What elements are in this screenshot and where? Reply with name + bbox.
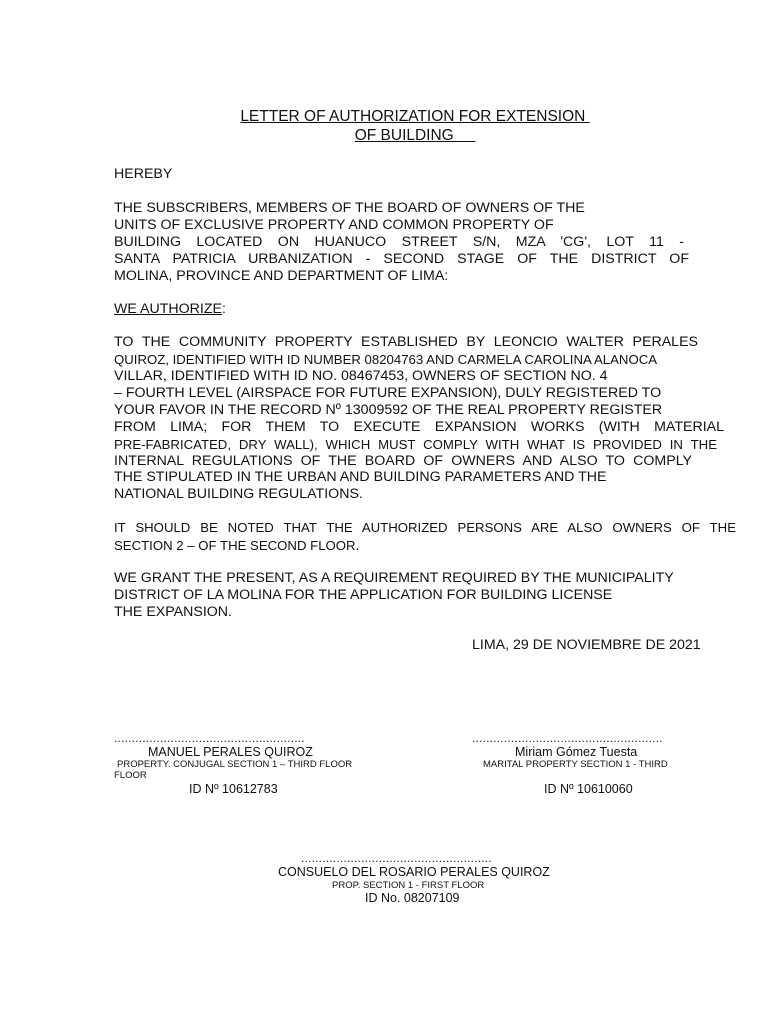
body-line-6: FROM LIMA; FOR THEM TO EXECUTE EXPANSION WORKS (WITH MATERIAL: [114, 419, 724, 435]
we-authorize-colon: :: [222, 301, 226, 317]
body-line-4: – FOURTH LEVEL (AIRSPACE FOR FUTURE EXPANSION), DULY REGISTERED TO: [114, 385, 662, 401]
left-signer-role-cont: FLOOR: [114, 770, 147, 781]
right-signer-id: ID Nº 10610060: [544, 782, 633, 796]
right-signature-line: ......................................................: [472, 731, 663, 745]
left-signer-name: MANUEL PERALES QUIROZ: [148, 745, 313, 759]
intro-line-5: MOLINA, PROVINCE AND DEPARTMENT OF LIMA:: [114, 268, 449, 284]
grant-line-1: WE GRANT THE PRESENT, AS A REQUIREMENT REQUIRED BY THE MUNICIPALITY: [114, 570, 674, 586]
document-title-line-2: [0, 127, 768, 145]
body-line-1: TO THE COMMUNITY PROPERTY ESTABLISHED BY LEONCIO WALTER PERALES: [114, 334, 698, 350]
bottom-signer-name: CONSUELO DEL ROSARIO PERALES QUIROZ: [278, 865, 550, 879]
body-line-9: THE STIPULATED IN THE URBAN AND BUILDING PARAMETERS AND THE: [114, 469, 607, 485]
body-line-8: INTERNAL REGULATIONS OF THE BOARD OF OWNERS AND ALSO TO COMPLY: [114, 453, 692, 469]
bottom-signer-role: PROP. SECTION 1 - FIRST FLOOR: [332, 880, 485, 891]
body-line-3: VILLAR, IDENTIFIED WITH ID NO. 08467453, OWNERS OF SECTION NO. 4: [114, 368, 608, 384]
right-signer-role: MARITAL PROPERTY SECTION 1 - THIRD: [483, 759, 668, 770]
intro-line-4: SANTA PATRICIA URBANIZATION - SECOND STAGE OF THE DISTRICT OF: [114, 251, 689, 267]
intro-line-1: THE SUBSCRIBERS, MEMBERS OF THE BOARD OF OWNERS OF THE: [114, 200, 585, 216]
left-signer-id: ID Nº 10612783: [189, 782, 278, 796]
title-line-1: LETTER OF AUTHORIZATION FOR EXTENSION: [240, 108, 590, 125]
body-line-10: NATIONAL BUILDING REGULATIONS.: [114, 486, 363, 502]
grant-line-3: THE EXPANSION.: [114, 604, 232, 620]
left-signer-role: PROPERTY. CONJUGAL SECTION 1 – THIRD FLOOR: [117, 759, 353, 770]
title-line-2: OF BUILDING: [354, 127, 476, 144]
place-date: LIMA, 29 DE NOVIEMBRE DE 2021: [472, 637, 701, 653]
note-line-2: SECTION 2 – OF THE SECOND FLOOR.: [114, 538, 360, 553]
bottom-signer-id: ID No. 08207109: [365, 891, 460, 905]
body-line-5: YOUR FAVOR IN THE RECORD Nº 13009592 OF THE REAL PROPERTY REGISTER: [114, 402, 663, 418]
body-line-7: PRE-FABRICATED, DRY WALL), WHICH MUST COMPLY WITH WHAT IS PROVIDED IN THE: [114, 437, 717, 452]
document-title: [0, 108, 768, 126]
left-signature-line: ......................................................: [114, 731, 305, 745]
we-authorize-label: WE AUTHORIZE: [114, 301, 222, 317]
bottom-signature-line: ......................................................: [301, 851, 492, 865]
intro-line-2: UNITS OF EXCLUSIVE PROPERTY AND COMMON PROPERTY OF: [114, 217, 554, 233]
note-line-1: IT SHOULD BE NOTED THAT THE AUTHORIZED PERSONS ARE ALSO OWNERS OF THE: [114, 520, 736, 535]
hereby-heading: HEREBY: [114, 166, 173, 182]
intro-line-3: BUILDING LOCATED ON HUANUCO STREET S/N, MZA 'CG', LOT 11 -: [114, 234, 684, 250]
we-authorize-heading: [114, 301, 226, 318]
body-line-2: QUIROZ, IDENTIFIED WITH ID NUMBER 08204763 AND CARMELA CAROLINA ALANOCA: [114, 352, 658, 367]
grant-line-2: DISTRICT OF LA MOLINA FOR THE APPLICATION FOR BUILDING LICENSE: [114, 587, 613, 603]
right-signer-name: Miriam Gómez Tuesta: [515, 745, 638, 759]
